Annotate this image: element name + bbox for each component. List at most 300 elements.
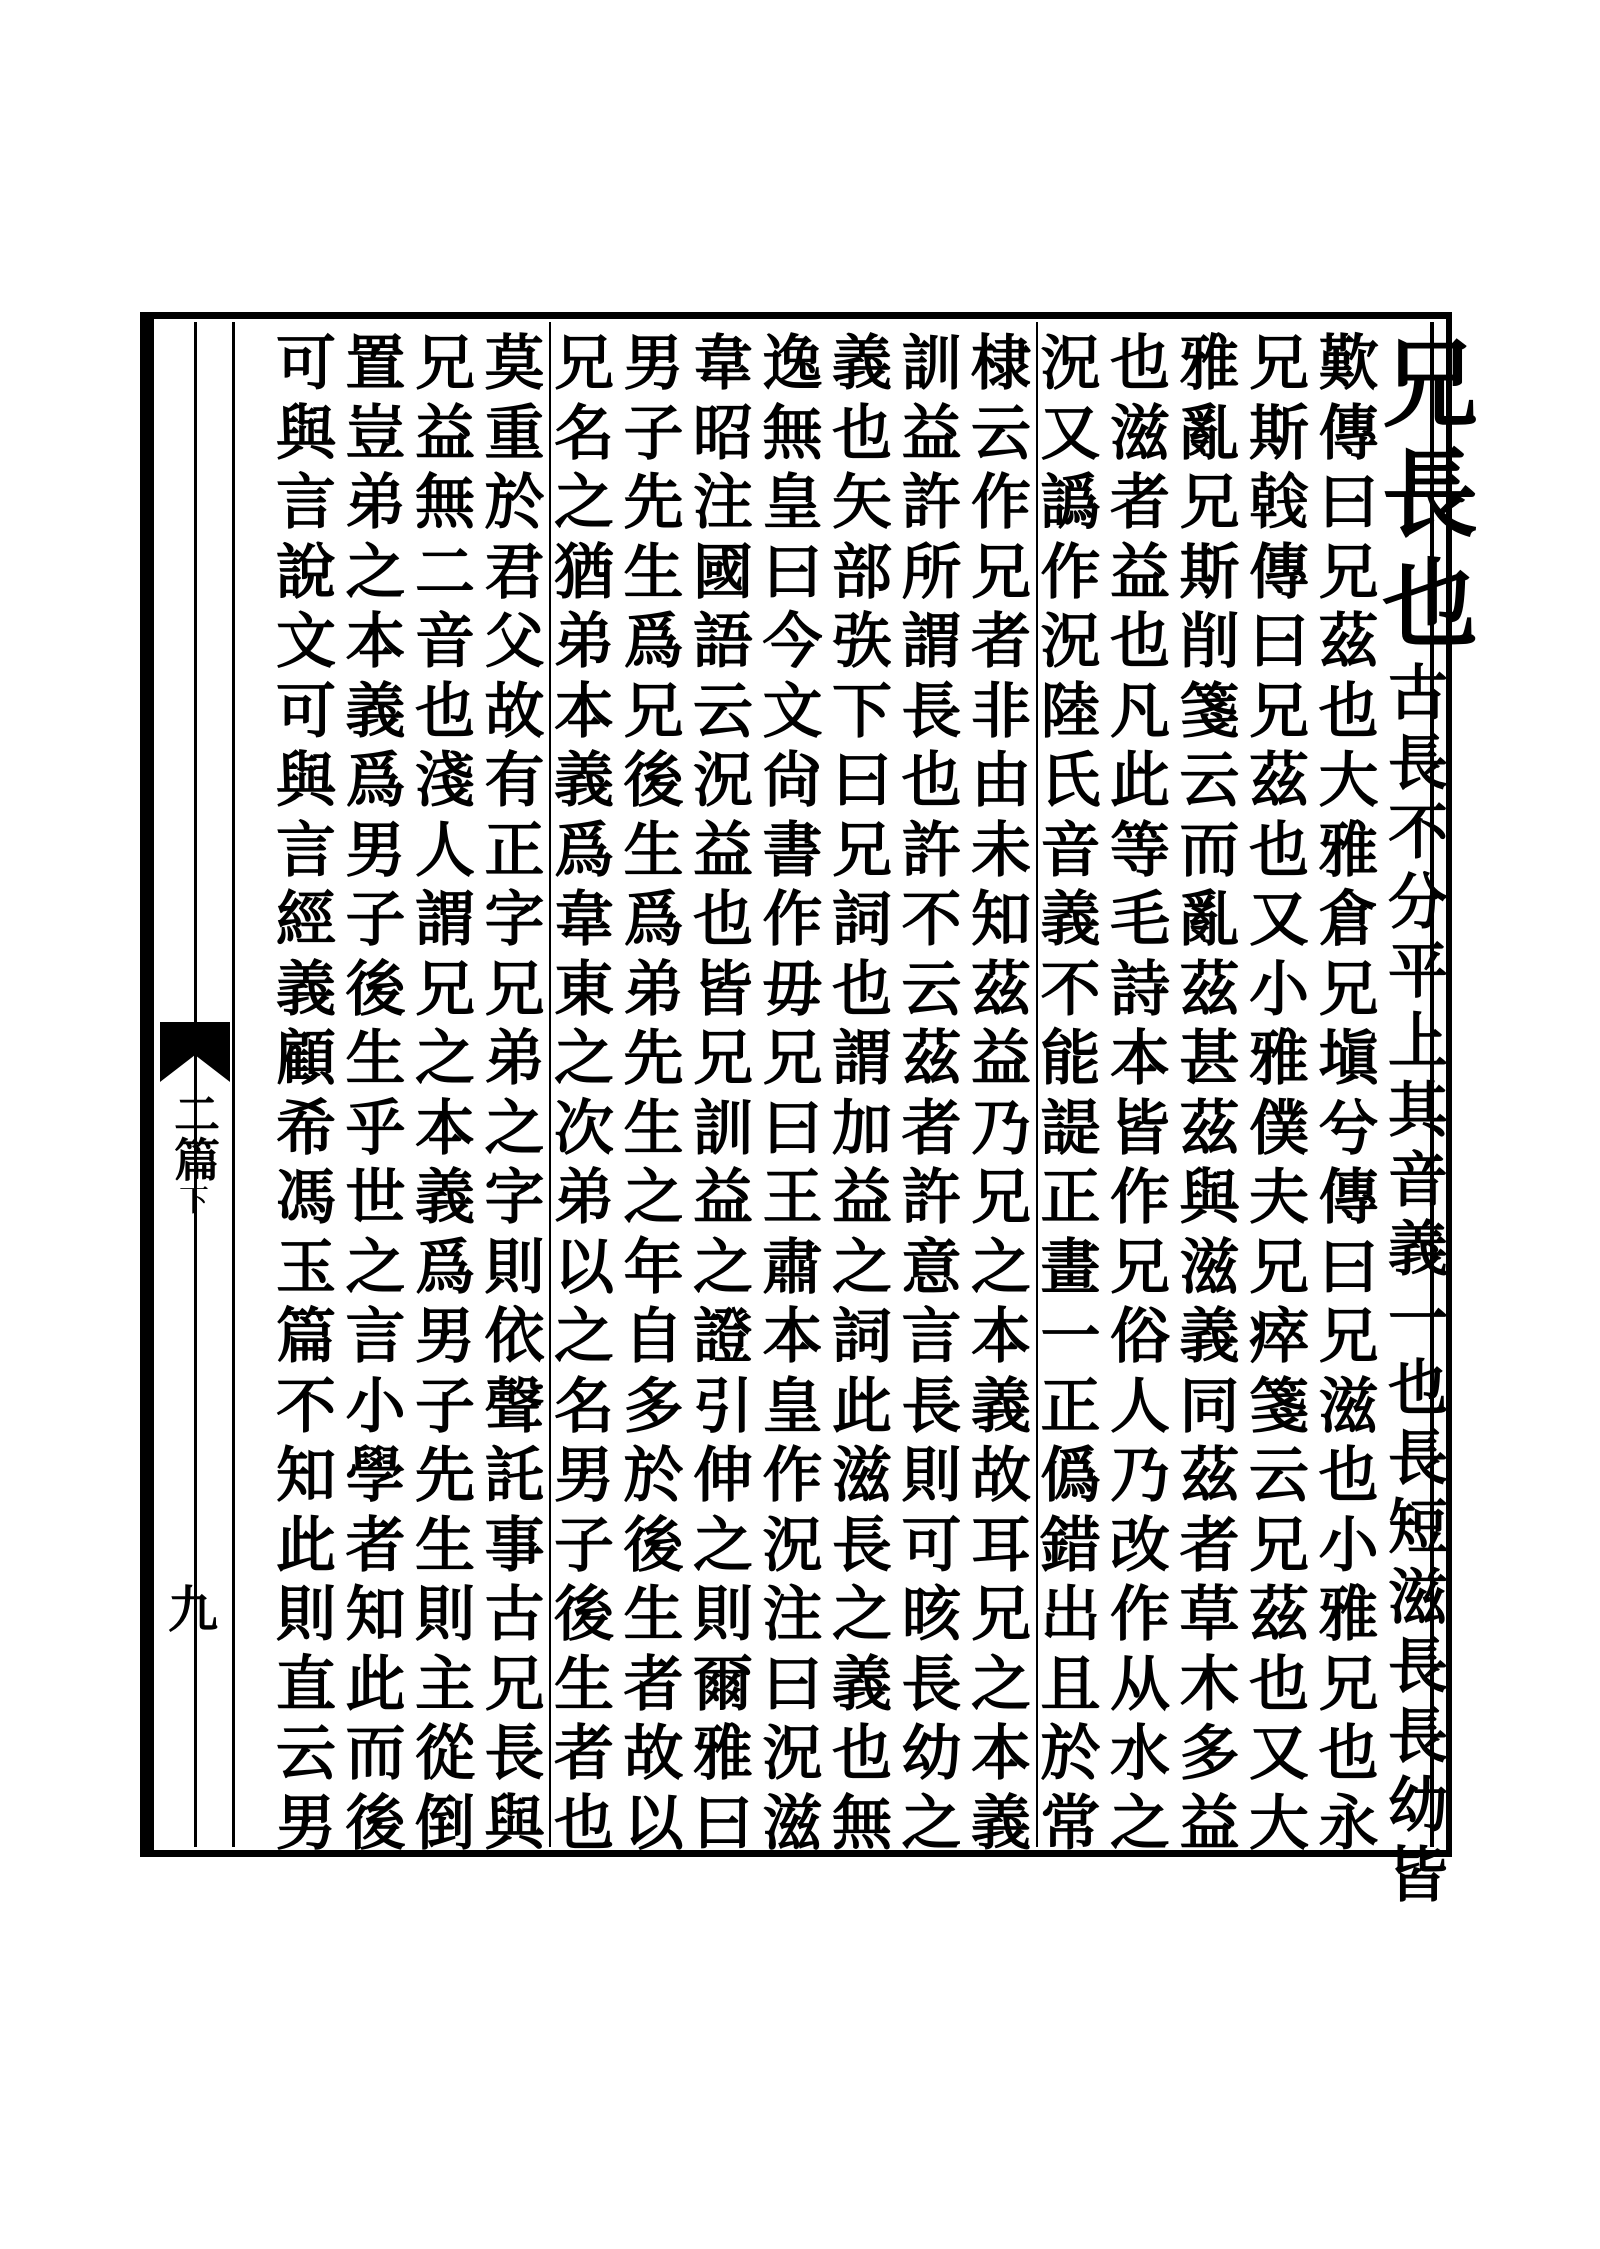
- glyph: 爲: [345, 746, 406, 816]
- glyph: 俗: [1110, 1302, 1170, 1372]
- glyph: 雅: [1179, 329, 1240, 399]
- glyph: 音: [415, 607, 475, 677]
- glyph: 故: [971, 1441, 1031, 1511]
- glyph: 皆: [1110, 1093, 1170, 1164]
- glyph: 先: [623, 1024, 684, 1094]
- glyph: 乎: [345, 1093, 406, 1164]
- glyph: 同: [1179, 1371, 1240, 1442]
- glyph: 無: [832, 1788, 892, 1859]
- glyph: 曰: [762, 1093, 823, 1164]
- volume-mark: 下: [179, 1184, 209, 1219]
- glyph: 尙: [762, 746, 823, 816]
- glyph: 矢: [832, 468, 892, 538]
- glyph: 兄: [1249, 676, 1309, 747]
- glyph: 兄: [693, 1024, 753, 1094]
- glyph: 又: [1040, 398, 1101, 469]
- glyph: 箋: [1249, 1371, 1309, 1442]
- glyph: 者: [901, 1093, 962, 1164]
- text-column: [405, 330, 485, 1859]
- glyph: 作: [762, 1441, 823, 1511]
- glyph: 世: [345, 1163, 406, 1233]
- glyph: 益: [1110, 537, 1170, 608]
- glyph: 長: [901, 676, 962, 747]
- glyph: 從: [415, 1719, 475, 1789]
- glyph: 茲: [1249, 1580, 1309, 1650]
- glyph: 東: [554, 954, 614, 1025]
- glyph: 氏: [1040, 746, 1101, 816]
- glyph: 豈: [345, 398, 406, 469]
- glyph: 加: [832, 1093, 892, 1164]
- glyph: 不: [276, 1371, 336, 1442]
- glyph: 依: [484, 1302, 545, 1372]
- glyph: 也: [832, 398, 892, 469]
- column-rule: [1036, 322, 1038, 1847]
- text-column: [1378, 328, 1478, 1911]
- glyph: 莫: [484, 329, 545, 399]
- glyph: 者: [1179, 1510, 1240, 1581]
- glyph: 此: [345, 1649, 406, 1720]
- glyph: 此: [832, 1371, 892, 1442]
- glyph: 之: [345, 537, 406, 608]
- glyph: 淺: [415, 746, 475, 816]
- glyph: 兄: [1249, 1510, 1309, 1581]
- glyph: 兄: [623, 676, 684, 747]
- glyph: 益: [693, 1163, 753, 1233]
- glyph: 男: [623, 329, 684, 399]
- glyph: 小: [345, 1371, 406, 1442]
- glyph: 雅: [1318, 815, 1379, 886]
- glyph: 有: [484, 746, 545, 816]
- glyph: 木: [1179, 1649, 1240, 1720]
- glyph: 名: [554, 398, 614, 469]
- glyph: 作: [971, 468, 1031, 538]
- glyph: 僕: [1249, 1093, 1309, 1164]
- glyph: 言: [901, 1302, 962, 1372]
- glyph: 皇: [762, 468, 823, 538]
- glyph: 𢧢: [1249, 468, 1309, 538]
- glyph: 爲: [623, 885, 684, 955]
- glyph: 生: [554, 1649, 614, 1720]
- glyph: 矤: [832, 607, 892, 677]
- glyph: 倒: [415, 1788, 475, 1859]
- glyph: 傳: [1249, 537, 1309, 608]
- glyph: 語: [693, 607, 753, 677]
- glyph: 云: [901, 954, 962, 1025]
- glyph: 長: [901, 1371, 962, 1442]
- glyph: 君: [484, 537, 545, 608]
- glyph: 字: [484, 885, 545, 955]
- glyph: 經: [276, 885, 336, 955]
- glyph: 生: [623, 537, 684, 608]
- glyph: 兄: [971, 537, 1031, 608]
- glyph: 弟: [484, 1024, 545, 1094]
- glyph: 訓: [901, 329, 962, 399]
- glyph: 瘁: [1249, 1302, 1309, 1372]
- glyph: 況: [1040, 607, 1101, 677]
- text-column: [961, 330, 1041, 1859]
- glyph: 兄: [484, 954, 545, 1025]
- text-column: [614, 330, 694, 1859]
- text-column: [544, 330, 624, 1859]
- text-column: [1100, 330, 1180, 1859]
- glyph: 也: [1110, 607, 1170, 677]
- glyph: 多: [623, 1371, 684, 1442]
- text-column: [683, 330, 763, 1859]
- glyph: 削: [1179, 607, 1240, 677]
- glyph: 韋: [693, 329, 753, 399]
- glyph: 作: [1110, 1163, 1170, 1233]
- glyph: 譌: [1040, 468, 1101, 538]
- glyph: 本: [1110, 1024, 1170, 1094]
- glyph: 與: [484, 1788, 545, 1859]
- glyph: 曰: [1318, 1232, 1379, 1303]
- glyph: 文: [276, 607, 336, 677]
- glyph: 義: [971, 1788, 1031, 1859]
- glyph: 大: [1249, 1788, 1309, 1859]
- glyph: 生: [623, 1093, 684, 1164]
- glyph: 滋: [1179, 1232, 1240, 1303]
- glyph: 則: [484, 1232, 545, 1303]
- glyph: 生: [415, 1510, 475, 1581]
- glyph: 此: [276, 1510, 336, 1581]
- glyph: 長: [484, 1719, 545, 1789]
- glyph: 本: [971, 1719, 1031, 1789]
- glyph: 本: [971, 1302, 1031, 1372]
- text-column: [892, 330, 972, 1859]
- glyph: 益: [693, 815, 753, 886]
- text-column: [475, 330, 555, 1859]
- glyph: 況: [762, 1510, 823, 1581]
- glyph: 託: [484, 1441, 545, 1511]
- glyph: 不: [1040, 954, 1101, 1025]
- glyph: 長: [1388, 1701, 1448, 1772]
- glyph: 弟: [345, 468, 406, 538]
- glyph: 之: [901, 1788, 962, 1859]
- glyph: 分: [1388, 867, 1448, 938]
- glyph: 之: [554, 1302, 614, 1372]
- glyph: 二: [415, 537, 475, 608]
- glyph: 與: [276, 746, 336, 816]
- glyph: 亂: [1179, 885, 1240, 955]
- glyph: 名: [554, 1371, 614, 1442]
- glyph: 可: [901, 1510, 962, 1581]
- glyph: 作: [762, 885, 823, 955]
- glyph: 可: [276, 329, 336, 399]
- glyph: 學: [345, 1441, 406, 1511]
- glyph: 小: [1249, 954, 1309, 1025]
- glyph: 皆: [1388, 1840, 1448, 1911]
- glyph: 兄: [1249, 1232, 1309, 1303]
- glyph: 由: [971, 746, 1031, 816]
- glyph: 言: [276, 468, 336, 538]
- glyph: 王: [762, 1163, 823, 1233]
- glyph: 者: [554, 1719, 614, 1789]
- glyph: 引: [693, 1371, 753, 1442]
- glyph: 也: [554, 1788, 614, 1859]
- glyph: 夫: [1249, 1163, 1309, 1233]
- glyph: 一: [1040, 1302, 1101, 1372]
- glyph: 則: [693, 1580, 753, 1650]
- glyph: 不: [1388, 798, 1448, 868]
- glyph: 斯: [1179, 537, 1240, 608]
- glyph: 本: [762, 1302, 823, 1372]
- glyph: 也: [693, 885, 753, 955]
- glyph: 兄: [484, 1649, 545, 1720]
- glyph: 希: [276, 1093, 336, 1164]
- glyph: 雅: [1318, 1580, 1379, 1650]
- text-column: [1239, 330, 1319, 1859]
- glyph: 義: [832, 1649, 892, 1720]
- glyph: 生: [623, 1580, 684, 1650]
- glyph: 棣: [971, 329, 1031, 399]
- glyph: 又: [1249, 885, 1309, 955]
- glyph: 爾: [693, 1649, 753, 1720]
- glyph: 也: [1249, 815, 1309, 886]
- glyph: 許: [901, 468, 962, 538]
- glyph: 肅: [762, 1232, 823, 1303]
- glyph: 之: [971, 1649, 1031, 1720]
- glyph: 古: [484, 1580, 545, 1650]
- glyph: 皇: [762, 1371, 823, 1442]
- glyph: 古: [1388, 659, 1448, 729]
- glyph: 乃: [1110, 1441, 1170, 1511]
- glyph: 傳: [1318, 1163, 1379, 1233]
- glyph: 曰: [762, 1649, 823, 1720]
- glyph: 又: [1249, 1719, 1309, 1789]
- glyph: 茲: [1179, 954, 1240, 1025]
- glyph: 置: [345, 329, 406, 399]
- glyph: 玉: [276, 1232, 336, 1303]
- glyph: 上: [1388, 1006, 1448, 1077]
- glyph: 曰: [693, 1788, 753, 1859]
- glyph: 出: [1040, 1580, 1101, 1650]
- glyph: 之: [484, 1093, 545, 1164]
- glyph: 義: [554, 746, 614, 816]
- glyph: 後: [554, 1580, 614, 1650]
- glyph: 義: [1179, 1302, 1240, 1372]
- glyph: 能: [1040, 1024, 1101, 1094]
- glyph: 書: [762, 815, 823, 886]
- glyph: 義: [1388, 1215, 1448, 1285]
- glyph: 兄: [1249, 329, 1309, 399]
- glyph: 本: [345, 607, 406, 677]
- glyph: 篇: [276, 1302, 336, 1372]
- glyph: 義: [832, 329, 892, 399]
- glyph: 義: [345, 676, 406, 747]
- glyph: 者: [345, 1510, 406, 1581]
- glyph: 男: [276, 1788, 336, 1859]
- glyph: 皆: [693, 954, 753, 1025]
- glyph: 也: [1249, 1649, 1309, 1720]
- glyph: 爲: [415, 1232, 475, 1303]
- glyph: 也: [1318, 1719, 1379, 1789]
- glyph: 益: [971, 1024, 1031, 1094]
- glyph: 益: [901, 398, 962, 469]
- glyph: 部: [832, 537, 892, 608]
- glyph: 先: [623, 468, 684, 538]
- glyph: 云: [971, 398, 1031, 469]
- glyph: 益: [832, 1163, 892, 1233]
- glyph: 猶: [554, 537, 614, 608]
- glyph: 說: [276, 537, 336, 608]
- glyph: 故: [623, 1719, 684, 1789]
- glyph: 塡: [1318, 1024, 1379, 1094]
- glyph: 義: [415, 1163, 475, 1233]
- glyph: 人: [415, 815, 475, 886]
- glyph: 義: [1040, 885, 1101, 955]
- glyph: 爲: [554, 815, 614, 886]
- glyph: 國: [693, 537, 753, 608]
- glyph: 曰: [832, 746, 892, 816]
- glyph: 訓: [693, 1093, 753, 1164]
- glyph: 弟: [623, 954, 684, 1025]
- glyph: 者: [971, 607, 1031, 677]
- glyph: 之: [693, 1232, 753, 1303]
- glyph: 無: [762, 398, 823, 469]
- glyph: 之: [554, 468, 614, 538]
- glyph: 茲: [971, 954, 1031, 1025]
- glyph: 兄: [554, 329, 614, 399]
- glyph: 未: [971, 815, 1031, 886]
- glyph: 子: [415, 1371, 475, 1442]
- glyph: 顧: [276, 1024, 336, 1094]
- glyph: 倉: [1318, 885, 1379, 955]
- glyph: 斯: [1249, 398, 1309, 469]
- glyph: 謂: [832, 1024, 892, 1094]
- glyph: 甚: [1179, 1024, 1240, 1094]
- glyph: 之: [554, 1024, 614, 1094]
- glyph: 於: [1040, 1719, 1101, 1789]
- glyph: 後: [345, 954, 406, 1025]
- glyph: 茲: [1249, 746, 1309, 816]
- glyph: 諟: [1040, 1093, 1101, 1164]
- margin-label: [164, 1090, 224, 1222]
- text-column: [266, 330, 346, 1859]
- glyph: 也: [1110, 329, 1170, 399]
- glyph: 重: [484, 398, 545, 469]
- glyph: 則: [276, 1580, 336, 1650]
- glyph: 先: [415, 1441, 475, 1511]
- glyph: 曰: [762, 537, 823, 608]
- glyph: 爲: [623, 607, 684, 677]
- glyph: 曰: [1318, 468, 1379, 538]
- text-column: [753, 330, 833, 1859]
- glyph: 逸: [762, 329, 823, 399]
- glyph: 長: [1382, 438, 1478, 551]
- glyph: 短: [1388, 1493, 1448, 1563]
- glyph: 兄: [1382, 328, 1478, 441]
- glyph: 晐: [901, 1580, 962, 1650]
- glyph: 之: [832, 1232, 892, 1303]
- glyph: 於: [623, 1441, 684, 1511]
- glyph: 之: [971, 1232, 1031, 1303]
- glyph: 茲: [1318, 607, 1379, 677]
- glyph: 本: [415, 1093, 475, 1164]
- glyph: 長: [901, 1649, 962, 1720]
- glyph: 錯: [1040, 1510, 1101, 1581]
- glyph: 茲: [1179, 1441, 1240, 1511]
- column-rule: [549, 322, 551, 1847]
- glyph: 正: [484, 815, 545, 886]
- glyph: 多: [1179, 1719, 1240, 1789]
- glyph: 長: [1388, 1632, 1448, 1702]
- glyph: 生: [623, 815, 684, 886]
- page-number: 九: [168, 1580, 218, 1639]
- glyph: 而: [1179, 815, 1240, 886]
- glyph: 作: [1040, 537, 1101, 608]
- glyph: 兄: [762, 1024, 823, 1094]
- glyph: 義: [971, 1371, 1031, 1442]
- glyph: 毛: [1110, 885, 1170, 955]
- glyph: 益: [415, 398, 475, 469]
- glyph: 詞: [832, 1302, 892, 1372]
- glyph: 詩: [1110, 954, 1170, 1025]
- glyph: 音: [1040, 815, 1101, 886]
- glyph: 云: [276, 1719, 336, 1789]
- glyph: 滋: [1110, 398, 1170, 469]
- glyph: 之: [1110, 1788, 1170, 1859]
- glyph: 之: [832, 1580, 892, 1650]
- glyph: 也: [901, 746, 962, 816]
- glyph: 之: [345, 1232, 406, 1303]
- glyph: 文: [762, 676, 823, 747]
- glyph: 可: [276, 676, 336, 747]
- glyph: 正: [1040, 1163, 1101, 1233]
- glyph: 年: [623, 1232, 684, 1303]
- glyph: 常: [1040, 1788, 1101, 1859]
- glyph: 箋: [1179, 676, 1240, 747]
- glyph: 今: [762, 607, 823, 677]
- glyph: 僞: [1040, 1441, 1101, 1511]
- glyph: 注: [693, 468, 753, 538]
- glyph: 之: [415, 1024, 475, 1094]
- glyph: 生: [345, 1024, 406, 1094]
- glyph: 益: [1179, 1788, 1240, 1859]
- glyph: 以: [554, 1232, 614, 1303]
- glyph: 之: [623, 1163, 684, 1233]
- glyph: 之: [693, 1510, 753, 1581]
- glyph: 其: [1388, 1076, 1448, 1146]
- text-column: [822, 330, 902, 1859]
- glyph: 滋: [762, 1788, 823, 1859]
- glyph: 雅: [693, 1719, 753, 1789]
- glyph: 畫: [1040, 1232, 1101, 1303]
- glyph: 自: [623, 1302, 684, 1372]
- glyph: 乃: [971, 1093, 1031, 1164]
- glyph: 此: [1110, 746, 1170, 816]
- glyph: 也: [415, 676, 475, 747]
- glyph: 作: [1110, 1580, 1170, 1650]
- glyph: 所: [901, 537, 962, 608]
- glyph: 兄: [1318, 1649, 1379, 1720]
- glyph: 者: [623, 1649, 684, 1720]
- glyph: 則: [901, 1441, 962, 1511]
- glyph: 次: [554, 1093, 614, 1164]
- glyph: 一: [1388, 1284, 1448, 1355]
- glyph: 兄: [971, 1163, 1031, 1233]
- glyph: 主: [415, 1649, 475, 1720]
- glyph: 亂: [1179, 398, 1240, 469]
- glyph: 許: [901, 815, 962, 886]
- glyph: 兄: [1179, 468, 1240, 538]
- glyph: 正: [1040, 1371, 1101, 1442]
- glyph: 伸: [693, 1441, 753, 1511]
- glyph: 與: [1179, 1163, 1240, 1233]
- glyph: 父: [484, 607, 545, 677]
- glyph: 事: [484, 1510, 545, 1581]
- glyph: 知: [276, 1441, 336, 1511]
- book-label: 二篇: [167, 1090, 221, 1182]
